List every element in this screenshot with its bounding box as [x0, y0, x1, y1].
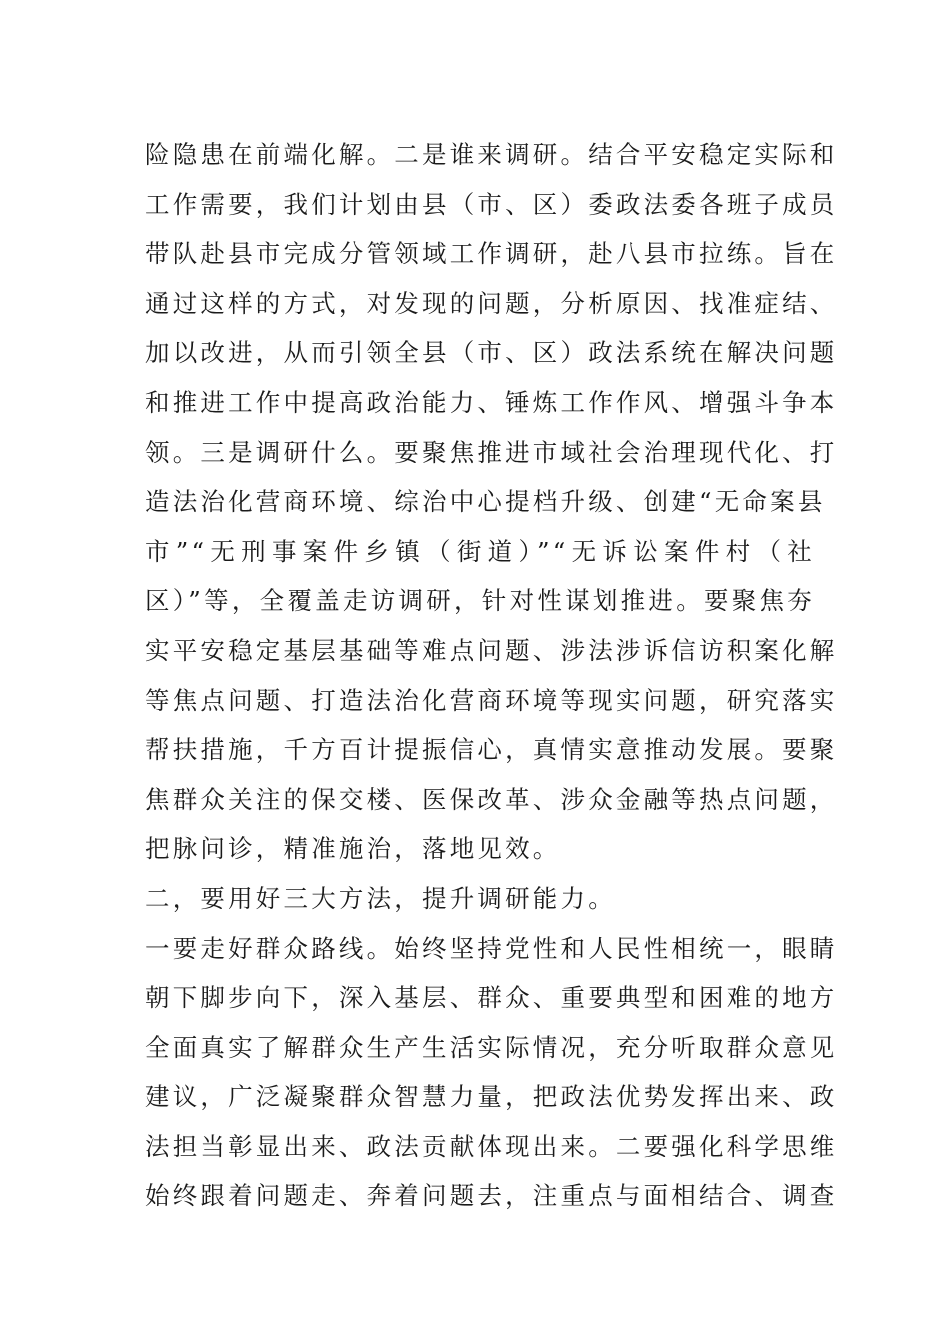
text-line: 市”“无刑事案件乡镇（街道）”“无诉讼案件村（社: [145, 536, 815, 566]
text-line: 法担当彰显出来、政法贡献体现出来。二要强化科学思维: [145, 1131, 838, 1161]
section-heading: 二，要用好三大方法，提升调研能力。: [145, 883, 616, 913]
text-line: 焦群众关注的保交楼、医保改革、涉众金融等热点问题，: [145, 784, 838, 814]
text-line: 带队赴县市完成分管领域工作调研，赴八县市拉练。旨在: [145, 239, 838, 269]
text-line: 加以改进，从而引领全县（市、区）政法系统在解决问题: [145, 338, 838, 368]
text-line: 建议，广泛凝聚群众智慧力量，把政法优势发挥出来、政: [145, 1082, 838, 1112]
text-line: 等焦点问题、打造法治化营商环境等现实问题，研究落实: [145, 685, 838, 715]
text-line: 始终跟着问题走、奔着问题去，注重点与面相结合、调查: [145, 1181, 838, 1211]
text-line: 通过这样的方式，对发现的问题，分析原因、找准症结、: [145, 288, 838, 318]
text-line: 朝下脚步向下，深入基层、群众、重要典型和困难的地方: [145, 983, 838, 1013]
text-line: 全面真实了解群众生产生活实际情况，充分听取群众意见: [145, 1032, 838, 1062]
text-line: 工作需要，我们计划由县（市、区）委政法委各班子成员: [145, 189, 838, 219]
text-line: 一要走好群众路线。始终坚持党性和人民性相统一，眼睛: [145, 933, 838, 963]
text-line: 领。三是调研什么。要聚焦推进市域社会治理现代化、打: [145, 437, 838, 467]
text-line: 区）”等，全覆盖走访调研，针对性谋划推进。要聚焦夯: [145, 586, 815, 616]
text-line: 帮扶措施，千方百计提振信心，真情实意推动发展。要聚: [145, 735, 838, 765]
text-line: 和推进工作中提高政治能力、锤炼工作作风、增强斗争本: [145, 387, 838, 417]
text-line: 险隐患在前端化解。二是谁来调研。结合平安稳定实际和: [145, 140, 838, 169]
text-line: 实平安稳定基层基础等难点问题、涉法涉诉信访积案化解: [145, 635, 838, 665]
body-text: [145, 130, 838, 1221]
paragraph-end-line: 把脉问诊，精准施治，落地见效。: [145, 834, 561, 864]
text-line: 造法治化营商环境、综治中心提档升级、创建“无命案县: [145, 487, 826, 517]
